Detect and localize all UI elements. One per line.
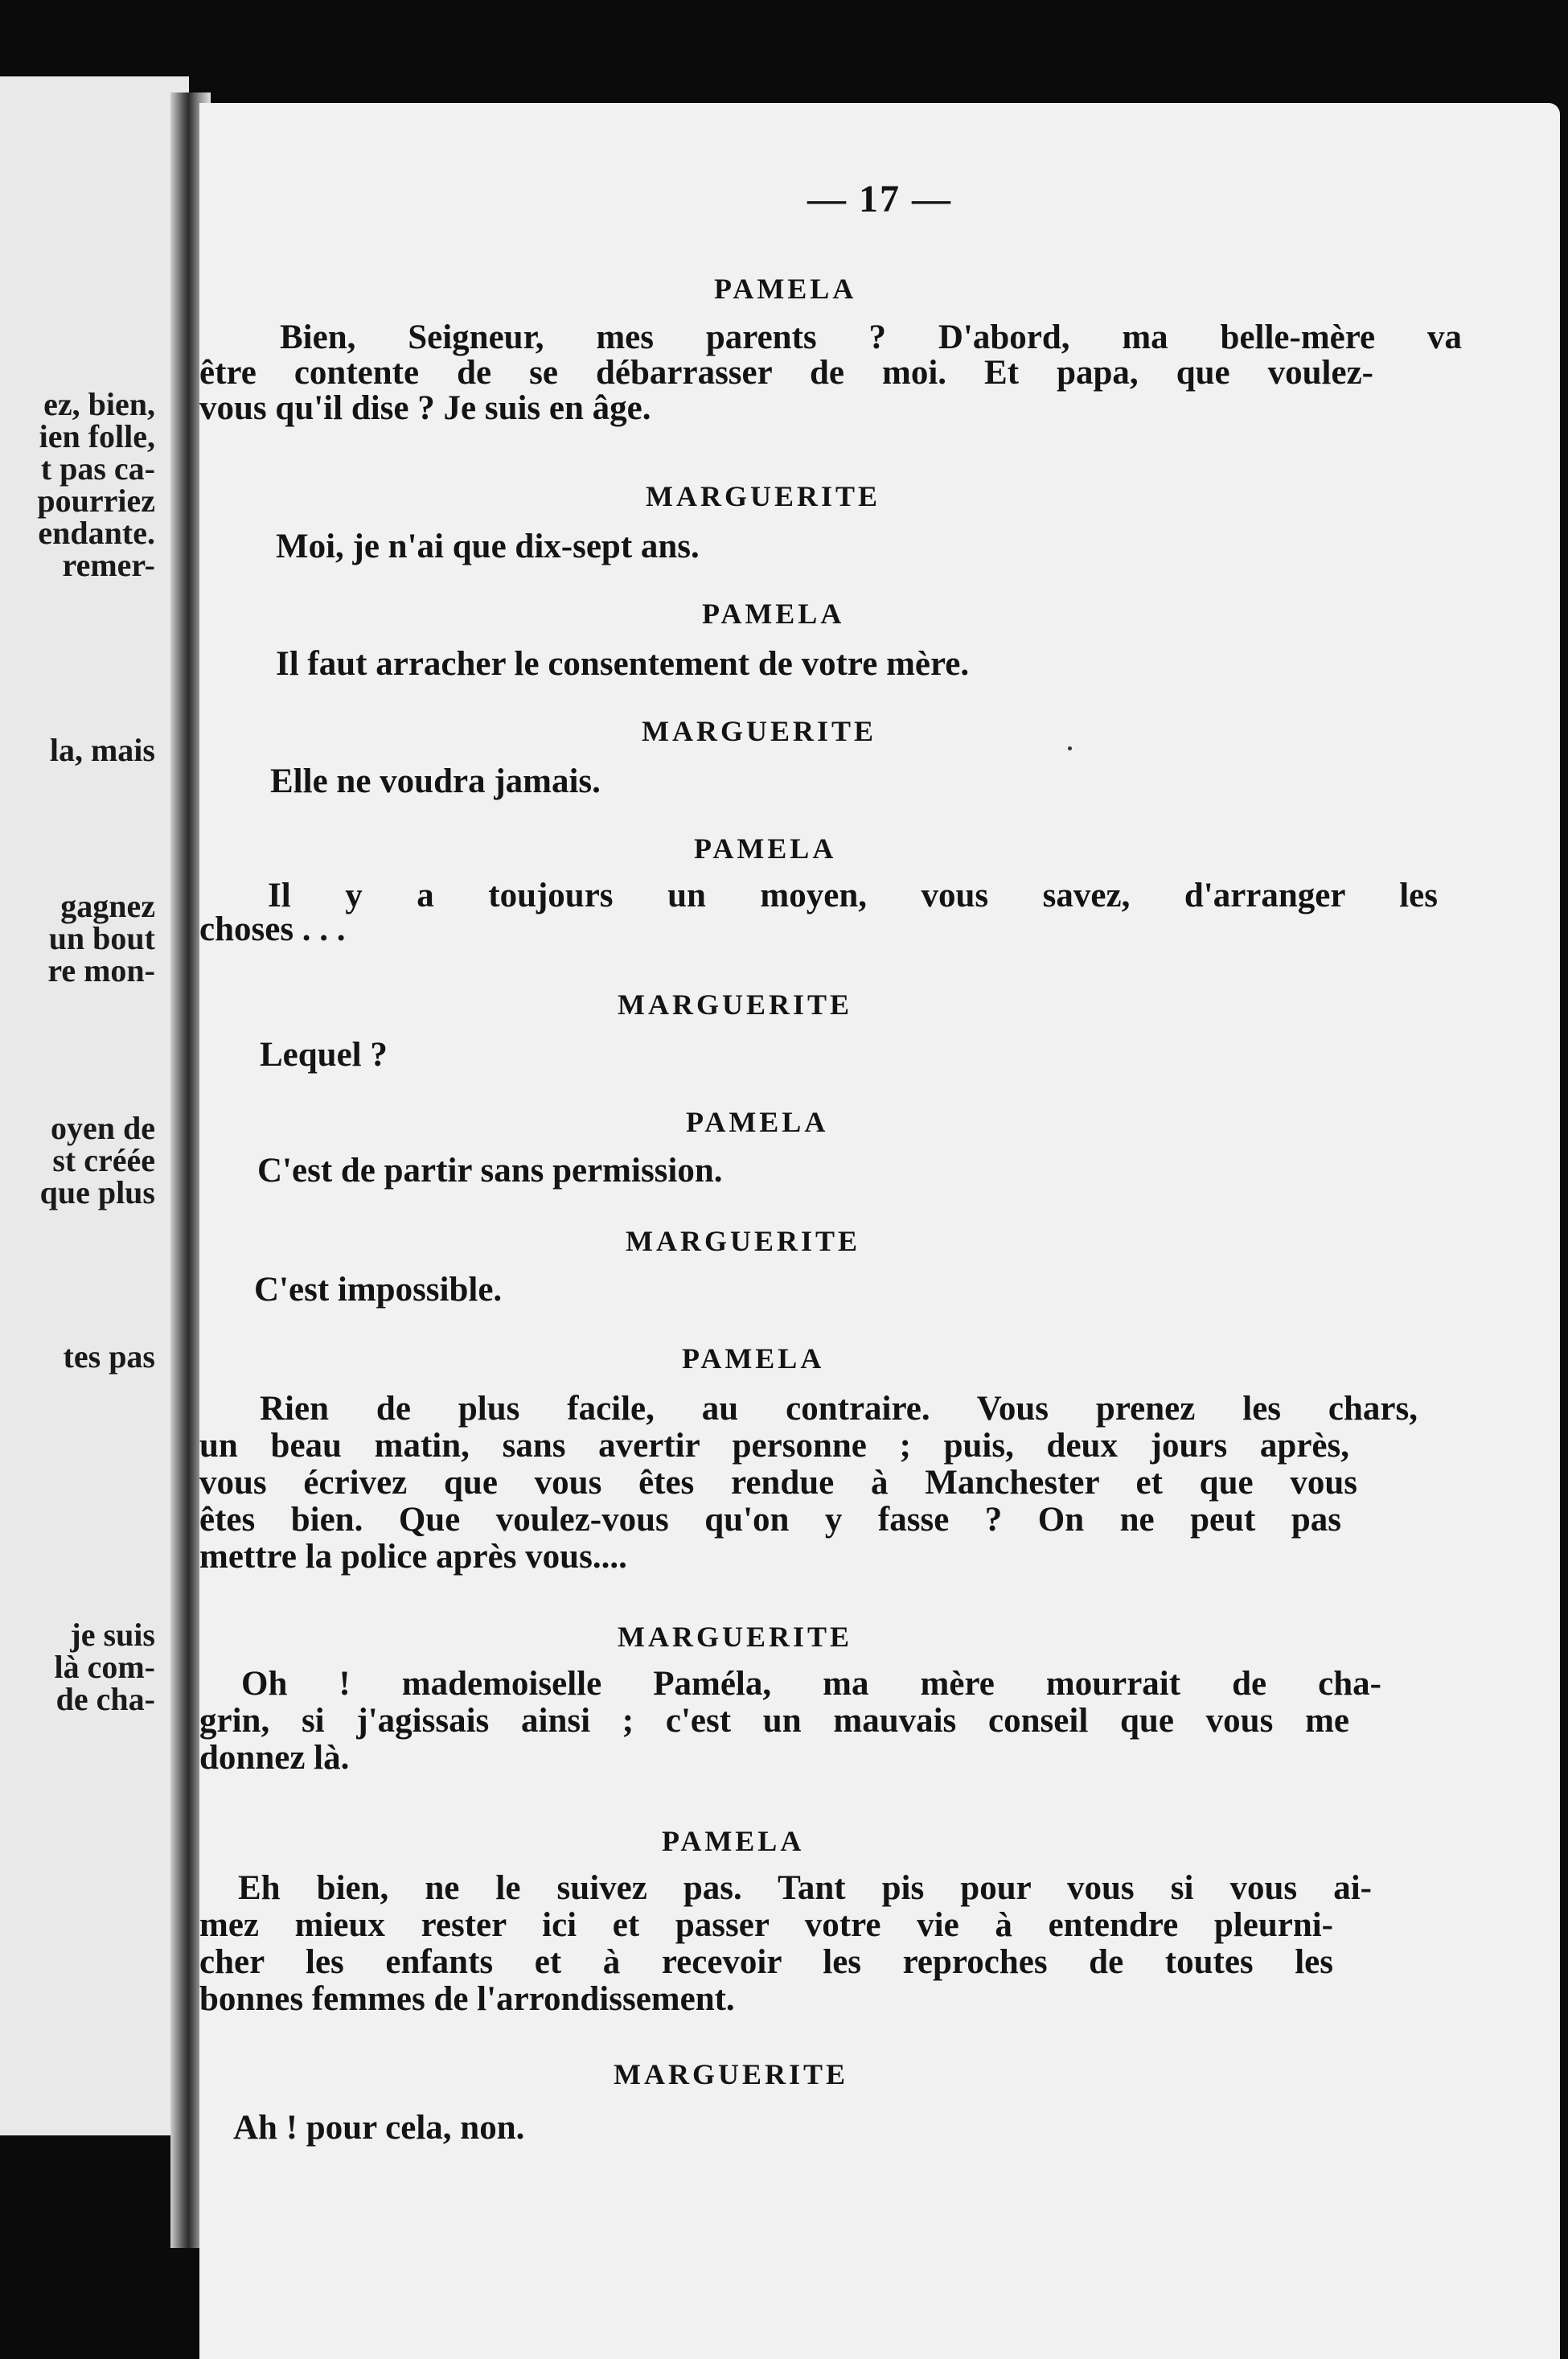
dialogue-line: donnez là.: [199, 1739, 350, 1777]
left-page-line: là com-: [54, 1649, 155, 1685]
dialogue-line: Rien de plus facile, au contraire. Vous prenez les chars,: [260, 1390, 1418, 1428]
speaker-name: MARGUERITE: [642, 715, 877, 747]
dialogue-line: mez mieux rester ici et passer votre vie à entendre pleurni-: [199, 1906, 1333, 1944]
speaker-name: PAMELA: [682, 1342, 825, 1375]
dialogue-line: Il y a toujours un moyen, vous savez, d'arranger les: [268, 877, 1438, 914]
right-page: [199, 103, 1560, 2359]
speaker-name: PAMELA: [686, 1106, 829, 1138]
dialogue-line: êtes bien. Que voulez-vous qu'on y fasse ? On ne peut pas: [199, 1501, 1341, 1539]
left-page-line: re mon-: [47, 952, 155, 988]
speaker-name: PAMELA: [694, 832, 837, 865]
left-page-line: un bout: [48, 920, 155, 956]
left-facing-page: [0, 76, 189, 2135]
speaker-name: PAMELA: [702, 598, 845, 630]
speaker-name: MARGUERITE: [646, 480, 881, 512]
dialogue-line: choses . . .: [199, 910, 346, 948]
left-page-line: de cha-: [55, 1681, 155, 1717]
dialogue-line: grin, si j'agissais ainsi ; c'est un mauvais conseil que vous me: [199, 1702, 1349, 1740]
dialogue-line: mettre la police après vous....: [199, 1538, 627, 1576]
speaker-name: PAMELA: [714, 273, 857, 305]
dialogue-line: Bien, Seigneur, mes parents ? D'abord, ma belle-mère va: [280, 319, 1462, 356]
dialogue-line: Oh ! mademoiselle Paméla, ma mère mourrait de cha-: [241, 1665, 1381, 1703]
dialogue-line: un beau matin, sans avertir personne ; puis, deux jours après,: [199, 1427, 1349, 1465]
left-page-line: remer-: [62, 547, 155, 583]
left-page-line: pourriez: [37, 483, 155, 519]
left-page-line: endante.: [38, 515, 155, 551]
dialogue-line: être contente de se débarrasser de moi. Et papa, que voulez-: [199, 354, 1373, 392]
dialogue-line: vous écrivez que vous êtes rendue à Manchester et que vous: [199, 1464, 1357, 1502]
left-page-line: st créée: [52, 1142, 155, 1178]
dialogue-line: Il faut arracher le consentement de votre mère.: [276, 645, 970, 683]
dialogue-line: vous qu'il dise ? Je suis en âge.: [199, 389, 651, 427]
left-page-line: oyen de: [51, 1110, 155, 1146]
speaker-name: MARGUERITE: [614, 2058, 849, 2090]
left-page-line: t pas ca-: [40, 450, 155, 487]
dialogue-line: Moi, je n'ai que dix-sept ans.: [276, 528, 700, 565]
left-page-line: ien folle,: [39, 418, 155, 454]
dialogue-line: bonnes femmes de l'arrondissement.: [199, 1980, 735, 2018]
left-page-line: ez, bien,: [43, 386, 155, 422]
ink-speck: [1068, 746, 1072, 750]
dialogue-line: Elle ne voudra jamais.: [270, 762, 601, 800]
left-page-line: que plus: [39, 1174, 155, 1210]
dialogue-line: C'est impossible.: [254, 1271, 503, 1309]
left-page-line: tes pas: [63, 1338, 155, 1375]
speaker-name: MARGUERITE: [618, 1621, 853, 1653]
speaker-name: PAMELA: [662, 1825, 805, 1857]
left-page-line: gagnez: [60, 888, 155, 924]
dialogue-line: Ah ! pour cela, non.: [233, 2109, 525, 2147]
left-page-line: la, mais: [49, 732, 155, 768]
dialogue-line: Eh bien, ne le suivez pas. Tant pis pour vous si vous ai-: [238, 1869, 1372, 1907]
dialogue-line: Lequel ?: [260, 1036, 388, 1074]
left-page-line: je suis: [70, 1617, 155, 1653]
dialogue-line: cher les enfants et à recevoir les reproches de toutes les: [199, 1943, 1333, 1981]
speaker-name: MARGUERITE: [626, 1225, 861, 1257]
dialogue-line: C'est de partir sans permission.: [257, 1152, 723, 1190]
speaker-name: MARGUERITE: [618, 988, 853, 1021]
page-number: — 17 —: [807, 178, 952, 220]
